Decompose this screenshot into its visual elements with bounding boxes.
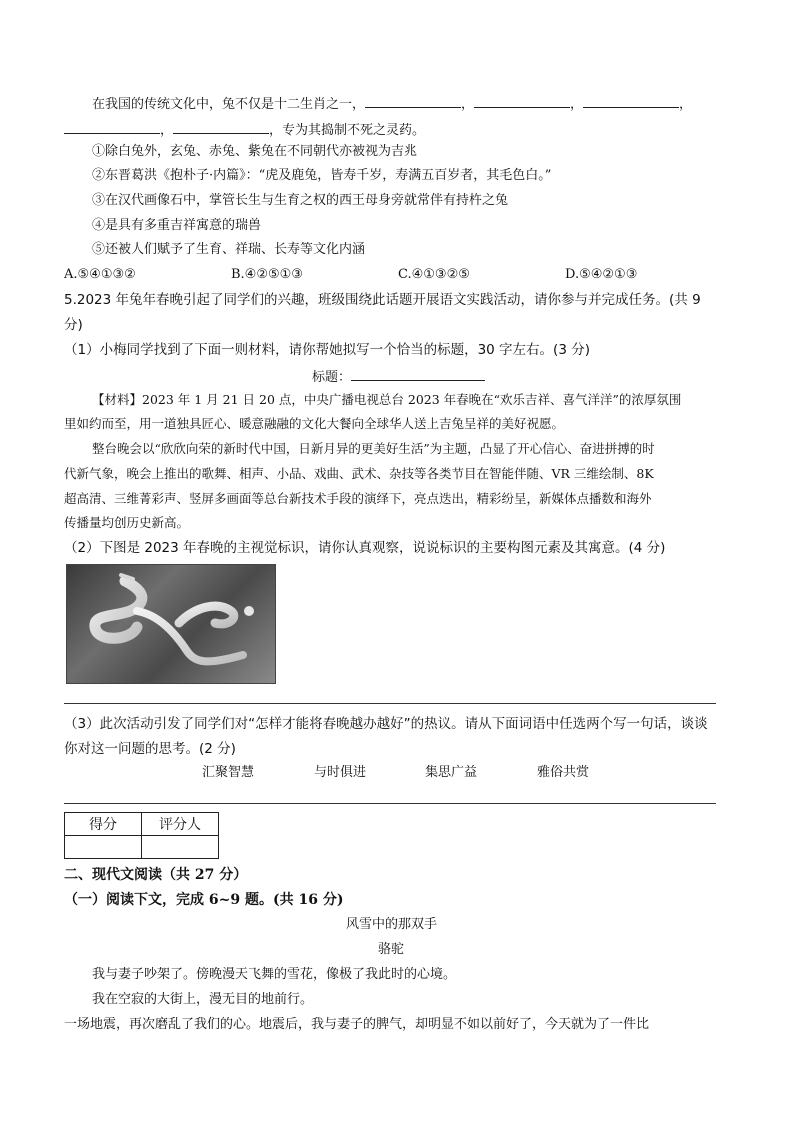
section2-part1: （一）阅读下文，完成 6~9 题。(共 16 分) bbox=[64, 892, 344, 908]
word-option-3: 集思广益 bbox=[425, 765, 478, 780]
q4-option-c[interactable]: C.④①③②⑤ bbox=[398, 267, 470, 282]
q4-item-1: ①除白兔外，玄兔、赤兔、紫兔在不同朝代亦被视为吉兆 bbox=[92, 144, 418, 159]
gala-logo-image bbox=[66, 564, 276, 684]
article-title: 风雪中的那双手 bbox=[346, 917, 438, 932]
q4-item-2: ②东晋葛洪《抱朴子·内篇》：“虎及鹿兔，皆寿千岁，寿满五百岁者，其毛色白。” bbox=[92, 168, 552, 183]
answer-blank[interactable] bbox=[583, 93, 679, 108]
article-paragraph-1: 我与妻子吵架了。傍晚漫天飞舞的雪花，像极了我此时的心境。 bbox=[92, 967, 457, 982]
article-author: 骆驼 bbox=[378, 942, 405, 957]
q4-intro: 在我国的传统文化中，兔不仅是十二生肖之一， bbox=[92, 97, 366, 112]
material-line-3: 整台晚会以“欣欣向荣的新时代中国，日新月异的更美好生活”为主题，凸显了开心信心、奋进拼搏的时 bbox=[92, 441, 655, 456]
q4-item-3: ③在汉代画像石中，掌管长生与生育之权的西王母身旁就常伴有持杵之兔 bbox=[92, 193, 509, 208]
q4-intro-line: 在我国的传统文化中，兔不仅是十二生肖之一， ， ， ， bbox=[92, 93, 692, 114]
q5-stem-line2: 分) bbox=[64, 317, 83, 333]
material-line-2: 里如约而至，用一道独具匠心、暖意融融的文化大餐向全球华人送上吉兔呈祥的美好祝愿。 bbox=[64, 416, 565, 431]
answer-blank[interactable] bbox=[173, 119, 269, 134]
answer-blank[interactable] bbox=[474, 93, 570, 108]
q5-sub3-line2: 你对这一问题的思考。(2 分) bbox=[64, 741, 236, 757]
material-line-1: 【材料】2023 年 1 月 21 日 20 点，中央广播电视总台 2023 年春晚在“欢乐吉祥、喜气洋洋”的浓厚氛围 bbox=[92, 392, 682, 407]
q4-option-a[interactable]: A.⑤④①③② bbox=[64, 267, 136, 282]
article-paragraph-2: 我在空寂的大街上，漫无目的地前行。 bbox=[92, 992, 314, 1007]
article-paragraph-3: 一场地震，再次磨乱了我们的心。地震后，我与妻子的脾气，却明显不如以前好了，今天就为了一件比 bbox=[64, 1017, 650, 1032]
grader-header: 评分人 bbox=[142, 813, 219, 836]
title-answer-blank[interactable] bbox=[351, 366, 485, 381]
q5-sub2: （2）下图是 2023 年春晚的主视觉标识，请你认真观察，说说标识的主要构图元素及其寓意。(4 分) bbox=[64, 540, 666, 556]
q5-title-line bbox=[312, 366, 485, 387]
word-option-1: 汇聚智慧 bbox=[202, 765, 255, 780]
word-option-4: 雅俗共赏 bbox=[537, 765, 590, 780]
score-header: 得分 bbox=[65, 813, 142, 836]
title-label: 标题： bbox=[312, 370, 352, 385]
q5-stem-line1: 5.2023 年兔年春晚引起了同学们的兴趣，班级围绕此话题开展语文实践活动，请你参与并完成任务。(共 9 bbox=[64, 292, 701, 308]
q4-option-b[interactable]: B.④②⑤①③ bbox=[231, 267, 303, 282]
material-line-5: 超高清、三维菁彩声、竖屏多画面等总台新技术手段的演绎下，亮点迭出，精彩纷呈，新媒体点播数和海外 bbox=[64, 491, 652, 506]
q4-second-line: ， ，专为其捣制不死之灵药。 bbox=[64, 119, 425, 140]
material-line-4: 代新气象，晚会上推出的歌舞、相声、小品、戏曲、武术、杂技等各类节目在智能伴随、VR 三维绘制、8K bbox=[64, 466, 654, 481]
q4-item-4: ④是具有多重吉祥寓意的瑞兽 bbox=[92, 218, 262, 233]
q5-sub3-line1: （3）此次活动引发了同学们对“怎样才能将春晚越办越好”的热议。请从下面词语中任选两个写一句话，谈谈 bbox=[64, 716, 708, 732]
score-table bbox=[64, 812, 219, 859]
section2-title: 二、现代文阅读（共 27 分） bbox=[64, 867, 248, 883]
rabbit-logo-icon bbox=[67, 565, 275, 683]
answer-blank[interactable] bbox=[365, 93, 461, 108]
q4-option-d[interactable]: D.⑤④②①③ bbox=[565, 267, 638, 282]
word-option-2: 与时俱进 bbox=[314, 765, 367, 780]
q5-sub1: （1）小梅同学找到了下面一则材料，请你帮她拟写一个恰当的标题，30 字左右。(3 分) bbox=[64, 342, 590, 358]
answer-line[interactable] bbox=[64, 803, 716, 804]
score-cell[interactable] bbox=[65, 836, 142, 859]
grader-cell[interactable] bbox=[142, 836, 219, 859]
material-line-6: 传播量均创历史新高。 bbox=[64, 515, 190, 530]
answer-line[interactable] bbox=[64, 703, 716, 704]
answer-blank[interactable] bbox=[64, 119, 160, 134]
q4-line2-end: ，专为其捣制不死之灵药。 bbox=[269, 123, 426, 138]
q4-item-5: ⑤还被人们赋予了生育、祥瑞、长寿等文化内涵 bbox=[92, 242, 366, 257]
